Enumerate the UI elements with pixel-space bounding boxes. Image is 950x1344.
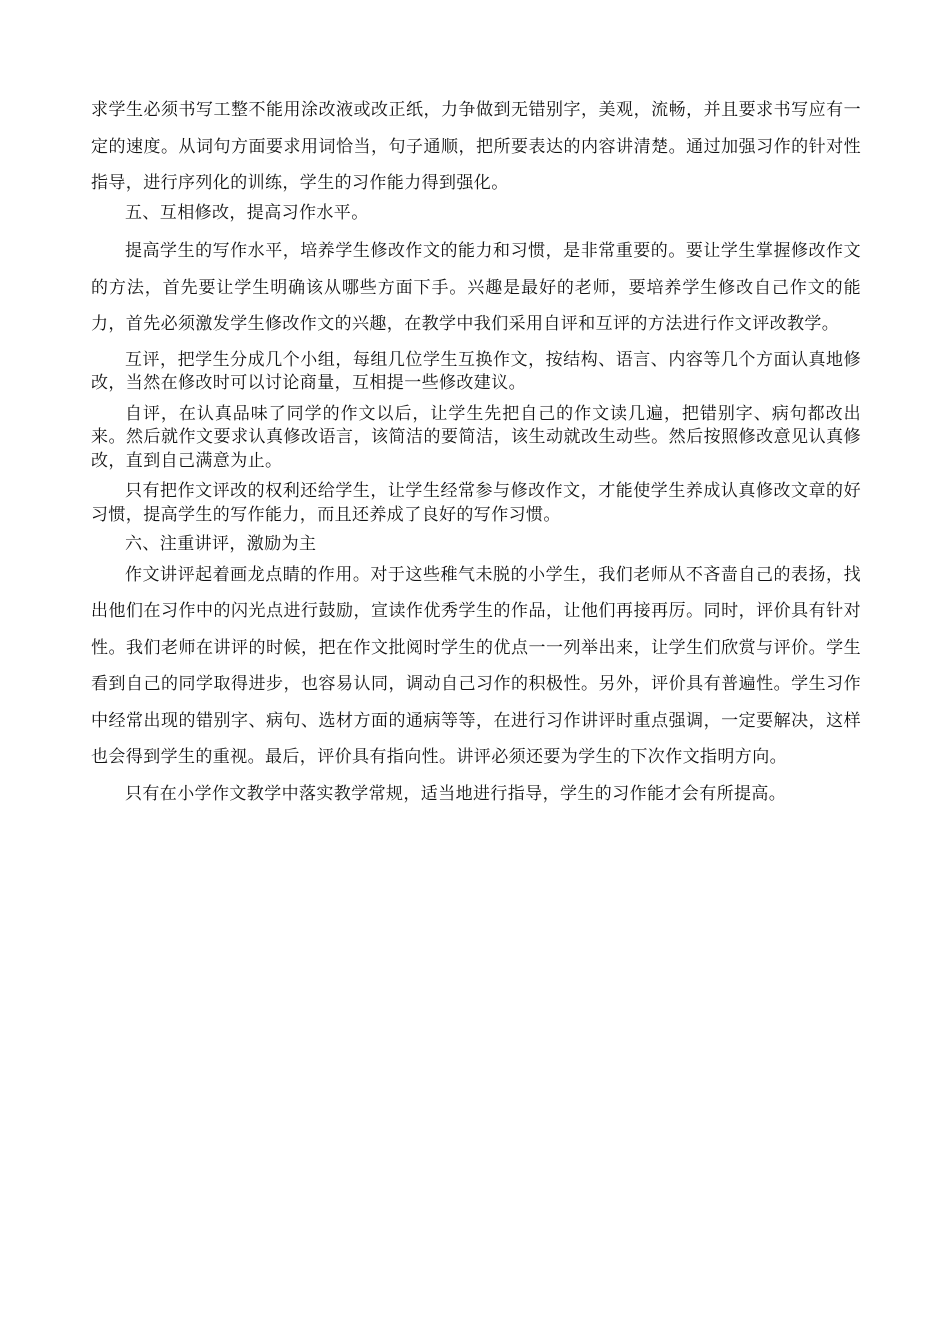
- document-body: [91, 92, 861, 812]
- paragraph-commentary: 作文讲评起着画龙点睛的作用。对于这些稚气未脱的小学生，我们老师从不吝啬自己的表扬，找出他们在习作中的闪光点进行鼓励，宣读作优秀学生的作品，让他们再接再厉。同时，评价具有针对性。我们老师在讲评的时候，把在作文批阅时学生的优点一一列举出来，让学生们欣赏与评价。学生看到自己的同学取得进步，也容易认同，调动自己习作的积极性。另外，评价具有普遍性。学生习作中经常出现的错别字、病句、选材方面的通病等等，在进行习作讲评时重点强调，一定要解决，这样也会得到学生的重视。最后，评价具有指向性。讲评必须还要为学生的下次作文指明方向。: [91, 564, 861, 767]
- paragraph-revision-importance: 提高学生的写作水平，培养学生修改作文的能力和习惯，是非常重要的。要让学生掌握修改作文的方法，首先要让学生明确该从哪些方面下手。兴趣是最好的老师，要培养学生修改自己作文的能力，首先必须激发学生修改作文的兴趣，在教学中我们采用自评和互评的方法进行作文评改教学。: [91, 241, 861, 334]
- section-heading-mutual-revision: 五、互相修改，提高习作水平。: [125, 202, 369, 223]
- paragraph-return-rights: 只有把作文评改的权利还给学生，让学生经常参与修改作文，才能使学生养成认真修改文章的好习惯，提高学生的写作能力，而且还养成了良好的写作习惯。: [91, 481, 861, 525]
- paragraph-peer-review: 互评，把学生分成几个小组，每组几位学生互换作文，按结构、语言、内容等几个方面认真地修改，当然在修改时可以讨论商量，互相提一些修改建议。: [91, 349, 861, 393]
- paragraph-self-review: 自评，在认真品味了同学的作文以后，让学生先把自己的作文读几遍，把错别字、病句都改出来。然后就作文要求认真修改语言，该简洁的要简洁，该生动就改生动些。然后按照修改意见认真修改，直到自己满意为止。: [91, 403, 861, 471]
- section-heading-commentary: 六、注重讲评，激励为主: [125, 534, 317, 554]
- paragraph-conclusion: 只有在小学作文教学中落实教学常规，适当地进行指导，学生的习作能才会有所提高。: [125, 783, 787, 804]
- paragraph-continuation: 求学生必须书写工整不能用涂改液或改正纸，力争做到无错别字，美观，流畅，并且要求书写应有一定的速度。从词句方面要求用词恰当，句子通顺，把所要表达的内容讲清楚。通过加强习作的针对性指导，进行序列化的训练，学生的习作能力得到强化。: [91, 100, 861, 193]
